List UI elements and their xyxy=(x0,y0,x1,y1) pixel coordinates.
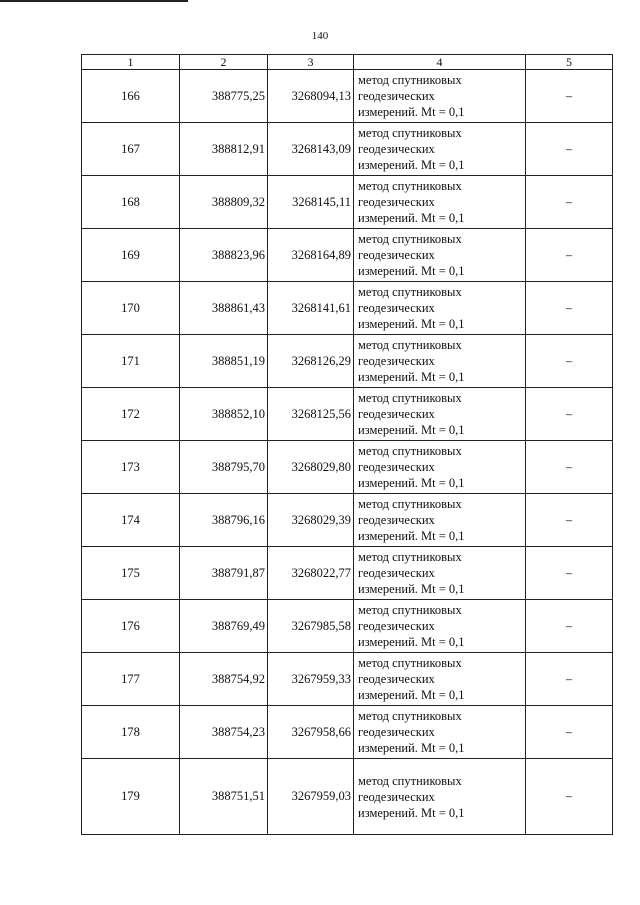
x-coordinate-cell: 388775,25 xyxy=(180,70,268,123)
point-number-cell: 177 xyxy=(82,653,180,706)
dash-cell: – xyxy=(526,653,613,706)
method-text-line: метод спутниковых xyxy=(358,656,462,670)
y-coordinate-cell: 3268125,56 xyxy=(268,388,354,441)
table-row xyxy=(82,229,613,282)
method-text-line: метод спутниковых xyxy=(358,550,462,564)
y-coordinate-cell: 3267985,58 xyxy=(268,600,354,653)
dash-cell: – xyxy=(526,441,613,494)
method-text-line: измерений. Mt = 0,1 xyxy=(358,805,465,820)
table-row xyxy=(82,759,613,835)
point-number-cell: 172 xyxy=(82,388,180,441)
table-row xyxy=(82,388,613,441)
dash-cell: – xyxy=(526,282,613,335)
x-coordinate-cell: 388795,70 xyxy=(180,441,268,494)
method-cell xyxy=(354,441,526,494)
x-coordinate-cell: 388852,10 xyxy=(180,388,268,441)
method-text-line: метод спутниковых xyxy=(358,338,462,352)
method-text-line: геодезических xyxy=(358,301,435,315)
method-text-line: геодезических xyxy=(358,513,435,527)
table-row xyxy=(82,494,613,547)
column-header-3: 3 xyxy=(268,55,354,70)
point-number-cell: 169 xyxy=(82,229,180,282)
y-coordinate-cell: 3268145,11 xyxy=(268,176,354,229)
method-text-line: метод спутниковых xyxy=(358,603,462,617)
method-cell xyxy=(354,176,526,229)
table-row xyxy=(82,600,613,653)
method-cell xyxy=(354,759,526,835)
column-header-5: 5 xyxy=(526,55,613,70)
method-text-line: метод спутниковых xyxy=(358,773,462,788)
point-number-cell: 170 xyxy=(82,282,180,335)
table-body xyxy=(82,55,613,835)
method-text-line: геодезических xyxy=(358,248,435,262)
dash-cell: – xyxy=(526,600,613,653)
y-coordinate-cell: 3268141,61 xyxy=(268,282,354,335)
dash-cell: – xyxy=(526,494,613,547)
x-coordinate-cell: 388823,96 xyxy=(180,229,268,282)
coordinates-table xyxy=(81,54,613,835)
dash-cell: – xyxy=(526,123,613,176)
y-coordinate-cell: 3268029,39 xyxy=(268,494,354,547)
method-text-line: измерений. Mt = 0,1 xyxy=(358,688,465,702)
x-coordinate-cell: 388861,43 xyxy=(180,282,268,335)
method-text-line: метод спутниковых xyxy=(358,126,462,140)
point-number-cell: 166 xyxy=(82,70,180,123)
method-text-line: геодезических xyxy=(358,354,435,368)
column-header-1: 1 xyxy=(82,55,180,70)
y-coordinate-cell: 3268029,80 xyxy=(268,441,354,494)
method-text-line: измерений. Mt = 0,1 xyxy=(358,317,465,331)
method-text-line: геодезических xyxy=(358,195,435,209)
method-text-line: метод спутниковых xyxy=(358,232,462,246)
x-coordinate-cell: 388809,32 xyxy=(180,176,268,229)
point-number-cell: 173 xyxy=(82,441,180,494)
method-text-line: метод спутниковых xyxy=(358,497,462,511)
method-text-line: геодезических xyxy=(358,89,435,103)
method-text-line: геодезических xyxy=(358,672,435,686)
table-row xyxy=(82,335,613,388)
y-coordinate-cell: 3268094,13 xyxy=(268,70,354,123)
method-cell xyxy=(354,653,526,706)
point-number-cell: 179 xyxy=(82,759,180,835)
point-number-cell: 171 xyxy=(82,335,180,388)
method-text-line: метод спутниковых xyxy=(358,391,462,405)
dash-cell: – xyxy=(526,70,613,123)
dash-cell: – xyxy=(526,388,613,441)
method-cell xyxy=(354,70,526,123)
method-text-line: измерений. Mt = 0,1 xyxy=(358,529,465,543)
method-text-line: метод спутниковых xyxy=(358,285,462,299)
header-row xyxy=(82,55,613,70)
point-number-cell: 168 xyxy=(82,176,180,229)
method-text-line: измерений. Mt = 0,1 xyxy=(358,158,465,172)
method-text-line: метод спутниковых xyxy=(358,444,462,458)
method-text-line: измерений. Mt = 0,1 xyxy=(358,105,465,119)
method-text-line: измерений. Mt = 0,1 xyxy=(358,476,465,490)
dash-cell: – xyxy=(526,759,613,835)
x-coordinate-cell: 388754,23 xyxy=(180,706,268,759)
x-coordinate-cell: 388851,19 xyxy=(180,335,268,388)
x-coordinate-cell: 388754,92 xyxy=(180,653,268,706)
x-coordinate-cell: 388791,87 xyxy=(180,547,268,600)
dash-cell: – xyxy=(526,229,613,282)
y-coordinate-cell: 3268126,29 xyxy=(268,335,354,388)
dash-cell: – xyxy=(526,335,613,388)
method-text-line: измерений. Mt = 0,1 xyxy=(358,582,465,596)
method-cell xyxy=(354,335,526,388)
method-text-line: геодезических xyxy=(358,460,435,474)
method-text-line: геодезических xyxy=(358,789,435,804)
method-text-line: измерений. Mt = 0,1 xyxy=(358,741,465,755)
x-coordinate-cell: 388812,91 xyxy=(180,123,268,176)
point-number-cell: 175 xyxy=(82,547,180,600)
method-text-line: метод спутниковых xyxy=(358,179,462,193)
method-text-line: метод спутниковых xyxy=(358,709,462,723)
method-cell xyxy=(354,494,526,547)
x-coordinate-cell: 388769,49 xyxy=(180,600,268,653)
dash-cell: – xyxy=(526,706,613,759)
y-coordinate-cell: 3267959,33 xyxy=(268,653,354,706)
method-cell xyxy=(354,229,526,282)
y-coordinate-cell: 3267958,66 xyxy=(268,706,354,759)
column-header-2: 2 xyxy=(180,55,268,70)
method-text-line: измерений. Mt = 0,1 xyxy=(358,264,465,278)
table-row xyxy=(82,70,613,123)
method-cell xyxy=(354,388,526,441)
method-text-line: метод спутниковых xyxy=(358,73,462,87)
point-number-cell: 174 xyxy=(82,494,180,547)
table-row xyxy=(82,282,613,335)
y-coordinate-cell: 3268022,77 xyxy=(268,547,354,600)
table-row xyxy=(82,653,613,706)
method-cell xyxy=(354,547,526,600)
x-coordinate-cell: 388796,16 xyxy=(180,494,268,547)
method-text-line: геодезических xyxy=(358,725,435,739)
x-coordinate-cell: 388751,51 xyxy=(180,759,268,835)
y-coordinate-cell: 3267959,03 xyxy=(268,759,354,835)
y-coordinate-cell: 3268143,09 xyxy=(268,123,354,176)
method-text-line: измерений. Mt = 0,1 xyxy=(358,423,465,437)
column-header-4: 4 xyxy=(354,55,526,70)
method-text-line: измерений. Mt = 0,1 xyxy=(358,211,465,225)
table-row xyxy=(82,176,613,229)
point-number-cell: 178 xyxy=(82,706,180,759)
dash-cell: – xyxy=(526,176,613,229)
method-cell xyxy=(354,706,526,759)
dash-cell: – xyxy=(526,547,613,600)
table-row xyxy=(82,706,613,759)
method-text-line: геодезических xyxy=(358,407,435,421)
method-text-line: геодезических xyxy=(358,142,435,156)
point-number-cell: 176 xyxy=(82,600,180,653)
corner-rule xyxy=(0,0,188,2)
table-row xyxy=(82,547,613,600)
point-number-cell: 167 xyxy=(82,123,180,176)
method-text-line: геодезических xyxy=(358,566,435,580)
table-row xyxy=(82,123,613,176)
method-text-line: измерений. Mt = 0,1 xyxy=(358,635,465,649)
method-cell xyxy=(354,600,526,653)
y-coordinate-cell: 3268164,89 xyxy=(268,229,354,282)
page-number: 140 xyxy=(311,30,329,42)
method-text-line: геодезических xyxy=(358,619,435,633)
method-text-line: измерений. Mt = 0,1 xyxy=(358,370,465,384)
method-cell xyxy=(354,123,526,176)
table-row xyxy=(82,441,613,494)
method-cell xyxy=(354,282,526,335)
